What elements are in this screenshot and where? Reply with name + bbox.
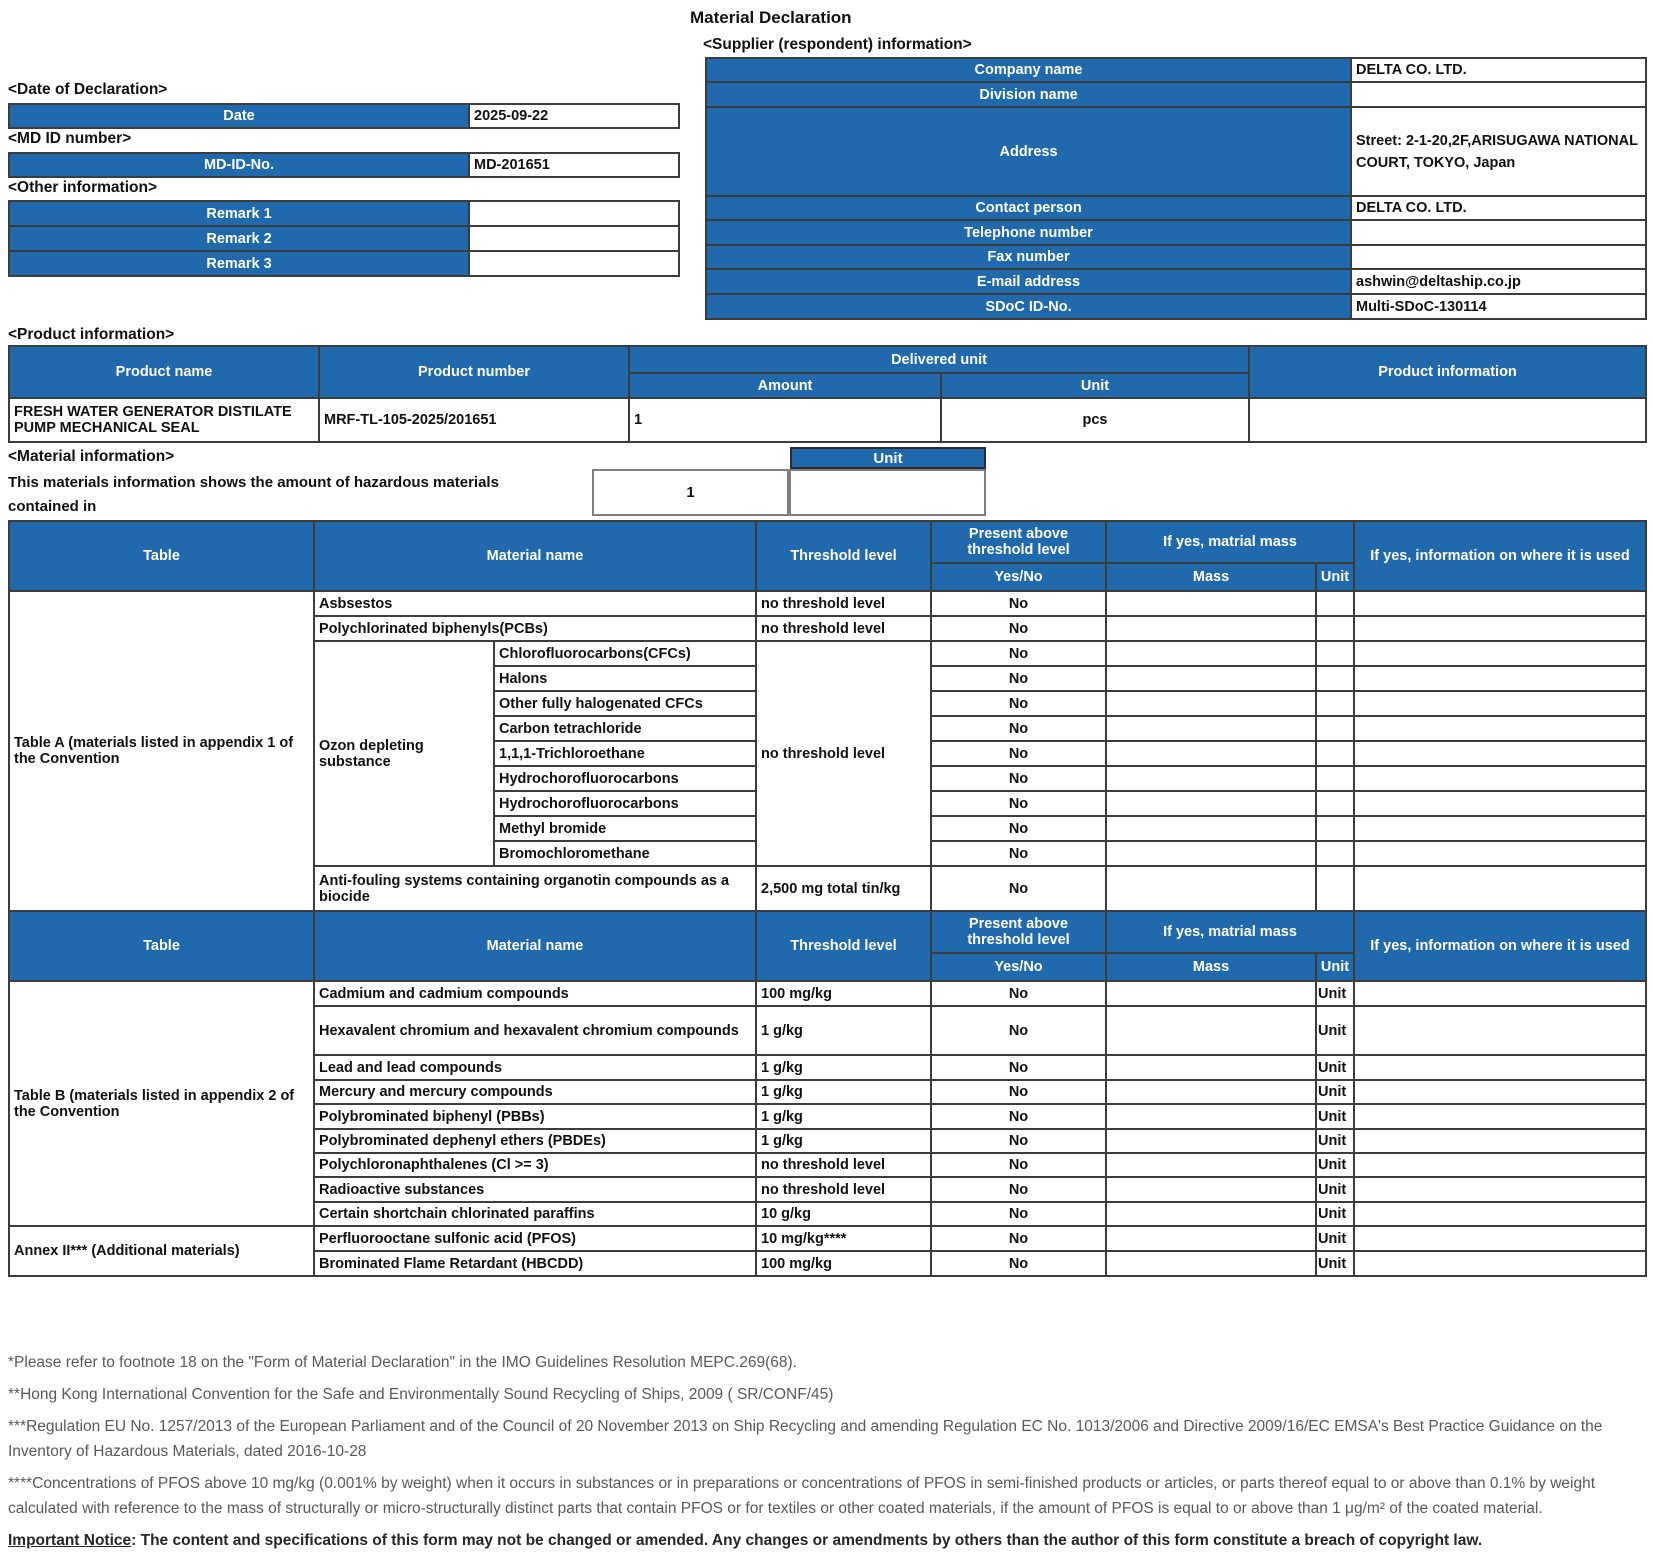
where-used-cell [1354, 1226, 1646, 1251]
unit-cell [1316, 591, 1354, 616]
where-used-cell [1354, 1080, 1646, 1104]
material-name-cell: Methyl bromide [494, 816, 756, 841]
threshold-cell: 1 g/kg [756, 1104, 931, 1129]
yes-no-cell: No [931, 866, 1106, 911]
supplier-value-division [1351, 82, 1646, 107]
where-used-cell [1354, 816, 1646, 841]
unit-cell [1316, 841, 1354, 866]
table-row [706, 196, 1646, 220]
material-name-cell: Polybrominated biphenyl (PBBs) [314, 1104, 756, 1129]
supplier-value-telephone [1351, 220, 1646, 245]
where-used-cell [1354, 1055, 1646, 1080]
where-used-cell [1354, 666, 1646, 691]
mass-cell [1106, 1226, 1316, 1251]
supplier-label-email: E-mail address [706, 269, 1351, 294]
threshold-cell: no threshold level [756, 1153, 931, 1177]
yes-no-cell: No [931, 1202, 1106, 1226]
col-header-mass-group: If yes, matrial mass [1106, 911, 1354, 953]
footnote-3: ***Regulation EU No. 1257/2013 of the European Parliament and of the Council of 20 November 2013 on Ship Recycling and amending Regulation EC No. 1013/2006 and Directive 2009/16/EC EMSA's Best Practice Guidance on the Inventory of Hazardous Materials, dated 2016-10-28 [8, 1418, 1603, 1460]
table-row [706, 220, 1646, 245]
product-table [8, 345, 1647, 443]
threshold-cell: no threshold level [756, 616, 931, 641]
yes-no-cell: No [931, 1177, 1106, 1202]
mass-cell [1106, 741, 1316, 766]
where-used-cell [1354, 1202, 1646, 1226]
material-name-cell: Lead and lead compounds [314, 1055, 756, 1080]
material-name-cell: Polybrominated dephenyl ethers (PBDEs) [314, 1129, 756, 1153]
material-name-cell: Bromochloromethane [494, 841, 756, 866]
md-id-value: MD-201651 [469, 153, 679, 177]
mass-cell [1106, 866, 1316, 911]
material-name-cell: Asbsestos [314, 591, 756, 616]
where-used-cell [1354, 866, 1646, 911]
yes-no-cell: No [931, 1080, 1106, 1104]
md-id-label: MD-ID-No. [9, 153, 469, 177]
col-header-where-used: If yes, information on where it is used [1354, 911, 1646, 981]
unit-cell [1316, 716, 1354, 741]
supplier-label-company: Company name [706, 58, 1351, 82]
mass-cell [1106, 691, 1316, 716]
supplier-value-sdoc: Multi-SDoC-130114 [1351, 294, 1646, 319]
mass-cell [1106, 666, 1316, 691]
col-header-material-name: Material name [314, 911, 756, 981]
supplier-label-sdoc: SDoC ID-No. [706, 294, 1351, 319]
mass-cell [1106, 766, 1316, 791]
table-row [9, 251, 679, 276]
remark-1-value [469, 201, 679, 226]
date-table [8, 103, 680, 129]
threshold-cell: no threshold level [756, 591, 931, 616]
date-value: 2025-09-22 [469, 104, 679, 128]
mass-cell [1106, 791, 1316, 816]
threshold-cell: 10 g/kg [756, 1202, 931, 1226]
table-row [706, 269, 1646, 294]
threshold-cell: 100 mg/kg [756, 981, 931, 1006]
md-id-section-label: <MD ID number> [8, 130, 132, 147]
threshold-cell: 10 mg/kg**** [756, 1226, 931, 1251]
product-info-header: Product information [1249, 346, 1646, 398]
mass-cell [1106, 716, 1316, 741]
yes-no-cell: No [931, 616, 1106, 641]
col-header-threshold: Threshold level [756, 521, 931, 591]
material-name-cell: Hydrochorofluorocarbons [494, 791, 756, 816]
mass-cell [1106, 1202, 1316, 1226]
yes-no-cell: No [931, 666, 1106, 691]
unit-cell [1316, 666, 1354, 691]
supplier-value-email: ashwin@deltaship.co.jp [1351, 269, 1646, 294]
yes-no-cell: No [931, 1006, 1106, 1055]
important-notice [8, 1528, 1647, 1553]
where-used-cell [1354, 641, 1646, 666]
mass-cell [1106, 841, 1316, 866]
table-b [8, 910, 1647, 1277]
col-header-yes-no: Yes/No [931, 953, 1106, 981]
table-row [706, 107, 1646, 196]
remark-2-value [469, 226, 679, 251]
important-notice-text: : The content and specifications of this form may not be changed or amended. Any changes or amendments by others than the author of this form constitute a breach of copyright law. [131, 1532, 1483, 1549]
other-info-section-label: <Other information> [8, 179, 157, 196]
unit-cell: Unit [1316, 1226, 1354, 1251]
yes-no-cell: No [931, 1104, 1106, 1129]
table-row [9, 591, 1646, 616]
yes-no-cell: No [931, 981, 1106, 1006]
unit-cell: Unit [1316, 1202, 1354, 1226]
supplier-value-address: Street: 2-1-20,2F,ARISUGAWA NATIONAL COURT, TOKYO, Japan [1351, 107, 1646, 196]
ozone-group-label: Ozon depleting substance [314, 641, 494, 866]
mass-cell [1106, 1080, 1316, 1104]
material-name-cell: Hydrochorofluorocarbons [494, 766, 756, 791]
table-row [706, 245, 1646, 269]
mass-cell [1106, 616, 1316, 641]
threshold-cell: 1 g/kg [756, 1006, 931, 1055]
where-used-cell [1354, 716, 1646, 741]
mass-cell [1106, 1177, 1316, 1202]
threshold-cell: no threshold level [756, 1177, 931, 1202]
yes-no-cell: No [931, 1153, 1106, 1177]
yes-no-cell: No [931, 816, 1106, 841]
material-name-cell: Radioactive substances [314, 1177, 756, 1202]
material-name-cell: Hexavalent chromium and hexavalent chromium compounds [314, 1006, 756, 1055]
yes-no-cell: No [931, 841, 1106, 866]
date-section-label: <Date of Declaration> [8, 81, 168, 98]
unit-cell: Unit [1316, 1055, 1354, 1080]
product-name-value: FRESH WATER GENERATOR DISTILATE PUMP MECHANICAL SEAL [9, 398, 319, 442]
table-a-label: Table A (materials listed in appendix 1 of the Convention [9, 591, 314, 911]
unit-cell [1316, 866, 1354, 911]
yes-no-cell: No [931, 1055, 1106, 1080]
unit-cell [1316, 741, 1354, 766]
footnotes [8, 1350, 1647, 1553]
yes-no-cell: No [931, 1226, 1106, 1251]
table-row [706, 58, 1646, 82]
unit-cell [1316, 816, 1354, 841]
material-section-label: <Material information> [8, 448, 175, 465]
yes-no-cell: No [931, 591, 1106, 616]
amount-header: Amount [629, 373, 941, 398]
material-amount-box: 1 [592, 469, 789, 516]
amount-value: 1 [629, 398, 941, 442]
material-unit-box [789, 469, 986, 516]
threshold-cell: 2,500 mg total tin/kg [756, 866, 931, 911]
col-header-unit: Unit [1316, 953, 1354, 981]
table-a [8, 520, 1647, 912]
yes-no-cell: No [931, 1129, 1106, 1153]
yes-no-cell: No [931, 766, 1106, 791]
mass-cell [1106, 1006, 1316, 1055]
material-name-cell: Polychloronaphthalenes (Cl >= 3) [314, 1153, 756, 1177]
col-header-where-used: If yes, information on where it is used [1354, 521, 1646, 591]
table-row [9, 346, 1646, 373]
supplier-label-division: Division name [706, 82, 1351, 107]
product-info-value [1249, 398, 1646, 442]
col-header-mass: Mass [1106, 563, 1316, 591]
material-name-cell: Cadmium and cadmium compounds [314, 981, 756, 1006]
important-notice-label: Important Notice [8, 1532, 132, 1549]
unit-cell: Unit [1316, 1080, 1354, 1104]
where-used-cell [1354, 981, 1646, 1006]
col-header-threshold: Threshold level [756, 911, 931, 981]
material-name-cell: Brominated Flame Retardant (HBCDD) [314, 1251, 756, 1276]
yes-no-cell: No [931, 691, 1106, 716]
mass-cell [1106, 1104, 1316, 1129]
remark-3-value [469, 251, 679, 276]
material-name-cell: Other fully halogenated CFCs [494, 691, 756, 716]
threshold-cell: 1 g/kg [756, 1080, 931, 1104]
unit-cell: Unit [1316, 1251, 1354, 1276]
unit-cell: Unit [1316, 981, 1354, 1006]
product-section-label: <Product information> [8, 326, 175, 343]
material-name-cell: Mercury and mercury compounds [314, 1080, 756, 1104]
unit-cell: Unit [1316, 1104, 1354, 1129]
material-unit-header: Unit [790, 447, 986, 469]
mass-cell [1106, 1251, 1316, 1276]
material-name-cell: Perfluorooctane sulfonic acid (PFOS) [314, 1226, 756, 1251]
table-row [9, 201, 679, 226]
footnote-2: **Hong Kong International Convention for the Safe and Environmentally Sound Recycling of Ships, 2009 ( SR/CONF/45) [8, 1386, 834, 1403]
supplier-value-company: DELTA CO. LTD. [1351, 58, 1646, 82]
table-row [9, 911, 1646, 953]
threshold-cell: 1 g/kg [756, 1055, 931, 1080]
date-label: Date [9, 104, 469, 128]
footnote-4: ****Concentrations of PFOS above 10 mg/kg (0.001% by weight) when it occurs in substances or in preparations or concentrations of PFOS in semi-finished products or articles, or parts thereof equal to or above than 0.1% by weight calculated with reference to the mass of structurally or micro-structurally distinct parts that contain PFOS or for textiles or other coated materials, if the amount of PFOS is equal to or above than 1 μg/m² of the coated material. [8, 1475, 1595, 1517]
md-id-table [8, 152, 680, 178]
where-used-cell [1354, 791, 1646, 816]
material-name-cell: Chlorofluorocarbons(CFCs) [494, 641, 756, 666]
col-header-present: Present above threshold level [931, 911, 1106, 953]
col-header-unit: Unit [1316, 563, 1354, 591]
table-row [9, 398, 1646, 442]
mass-cell [1106, 981, 1316, 1006]
where-used-cell [1354, 1153, 1646, 1177]
where-used-cell [1354, 1006, 1646, 1055]
where-used-cell [1354, 616, 1646, 641]
hazardous-materials-tables [8, 520, 1645, 1277]
col-header-mass-group: If yes, matrial mass [1106, 521, 1354, 563]
mass-cell [1106, 1153, 1316, 1177]
unit-cell [1316, 791, 1354, 816]
yes-no-cell: No [931, 741, 1106, 766]
yes-no-cell: No [931, 791, 1106, 816]
where-used-cell [1354, 1129, 1646, 1153]
unit-cell: Unit [1316, 1177, 1354, 1202]
supplier-section-label: <Supplier (respondent) information> [703, 36, 972, 53]
unit-value: pcs [941, 398, 1249, 442]
product-name-header: Product name [9, 346, 319, 398]
remark-2-label: Remark 2 [9, 226, 469, 251]
table-row [9, 1226, 1646, 1251]
table-b-label: Table B (materials listed in appendix 2 of the Convention [9, 981, 314, 1226]
unit-header: Unit [941, 373, 1249, 398]
col-header-mass: Mass [1106, 953, 1316, 981]
mass-cell [1106, 1055, 1316, 1080]
col-header-table: Table [9, 911, 314, 981]
remarks-table [8, 200, 680, 277]
where-used-cell [1354, 1251, 1646, 1276]
table-row [9, 226, 679, 251]
table-row [706, 82, 1646, 107]
mass-cell [1106, 1129, 1316, 1153]
yes-no-cell: No [931, 1251, 1106, 1276]
material-name-cell: Anti-fouling systems containing organotin compounds as a biocide [314, 866, 756, 911]
supplier-label-telephone: Telephone number [706, 220, 1351, 245]
mass-cell [1106, 641, 1316, 666]
supplier-value-contact: DELTA CO. LTD. [1351, 196, 1646, 220]
product-number-value: MRF-TL-105-2025/201651 [319, 398, 629, 442]
unit-cell: Unit [1316, 1006, 1354, 1055]
footnote-1: *Please refer to footnote 18 on the "Form of Material Declaration" in the IMO Guidelines Resolution MEPC.269(68). [8, 1354, 797, 1371]
where-used-cell [1354, 1104, 1646, 1129]
unit-cell [1316, 641, 1354, 666]
delivered-unit-header: Delivered unit [629, 346, 1249, 373]
remark-1-label: Remark 1 [9, 201, 469, 226]
where-used-cell [1354, 691, 1646, 716]
col-header-present: Present above threshold level [931, 521, 1106, 563]
where-used-cell [1354, 766, 1646, 791]
unit-cell [1316, 766, 1354, 791]
table-row [9, 521, 1646, 563]
mass-cell [1106, 816, 1316, 841]
yes-no-cell: No [931, 641, 1106, 666]
product-number-header: Product number [319, 346, 629, 398]
where-used-cell [1354, 841, 1646, 866]
table-row [9, 153, 679, 177]
supplier-value-fax [1351, 245, 1646, 269]
annex-label: Annex II*** (Additional materials) [9, 1226, 314, 1276]
threshold-cell: 100 mg/kg [756, 1251, 931, 1276]
material-name-cell: 1,1,1-Trichloroethane [494, 741, 756, 766]
unit-cell [1316, 691, 1354, 716]
material-name-cell: Carbon tetrachloride [494, 716, 756, 741]
threshold-cell: 1 g/kg [756, 1129, 931, 1153]
unit-cell [1316, 616, 1354, 641]
material-name-cell: Certain shortchain chlorinated paraffins [314, 1202, 756, 1226]
table-row [706, 294, 1646, 319]
mass-cell [1106, 591, 1316, 616]
col-header-yes-no: Yes/No [931, 563, 1106, 591]
supplier-label-fax: Fax number [706, 245, 1351, 269]
remark-3-label: Remark 3 [9, 251, 469, 276]
material-description: This materials information shows the amount of hazardous materials contained in [8, 474, 499, 515]
where-used-cell [1354, 1177, 1646, 1202]
col-header-table: Table [9, 521, 314, 591]
where-used-cell [1354, 741, 1646, 766]
where-used-cell [1354, 591, 1646, 616]
supplier-label-address: Address [706, 107, 1351, 196]
supplier-label-contact: Contact person [706, 196, 1351, 220]
col-header-material-name: Material name [314, 521, 756, 591]
unit-cell: Unit [1316, 1153, 1354, 1177]
table-row [9, 104, 679, 128]
page-title: Material Declaration [690, 8, 852, 27]
supplier-table [705, 57, 1647, 320]
table-row [9, 981, 1646, 1006]
material-name-cell: Halons [494, 666, 756, 691]
threshold-cell: no threshold level [756, 641, 931, 866]
unit-cell: Unit [1316, 1129, 1354, 1153]
yes-no-cell: No [931, 716, 1106, 741]
material-name-cell: Polychlorinated biphenyls(PCBs) [314, 616, 756, 641]
